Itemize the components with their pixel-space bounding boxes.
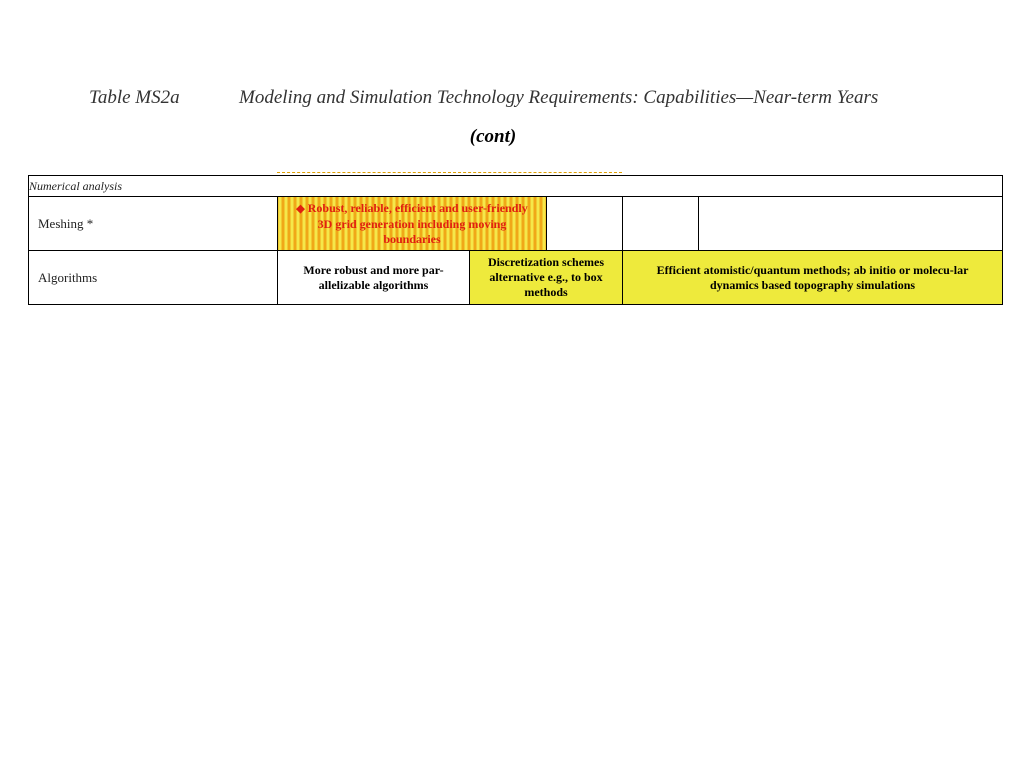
section-label: Numerical analysis bbox=[29, 176, 1003, 197]
diamond-icon: ◆ bbox=[296, 203, 305, 215]
table-row bbox=[29, 251, 1003, 305]
empty-cell bbox=[699, 197, 1003, 251]
table-id: Table MS2a bbox=[89, 87, 180, 108]
meshing-requirement-text: Robust, reliable, efficient and user-friendly 3D grid generation including moving boundaries bbox=[307, 201, 528, 246]
header-divider bbox=[277, 172, 622, 173]
discretization-requirement-cell: Discretization schemes alternative e.g., to box methods bbox=[470, 251, 623, 305]
table-title-text: Modeling and Simulation Technology Requirements: Capabilities—Near-term Years bbox=[239, 87, 879, 108]
meshing-requirement-cell bbox=[278, 197, 547, 251]
empty-cell bbox=[547, 197, 623, 251]
table-subtitle: (cont) bbox=[469, 126, 517, 147]
atomistic-requirement-cell: Efficient atomistic/quantum methods; ab initio or molecu-lar dynamics based topography simulations bbox=[623, 251, 1003, 305]
section-header-row bbox=[29, 176, 1003, 197]
row-label-meshing: Meshing * bbox=[29, 197, 278, 251]
row-label-algorithms: Algorithms bbox=[29, 251, 278, 305]
table-row bbox=[29, 197, 1003, 251]
table-title bbox=[89, 87, 878, 109]
algorithms-requirement-cell: More robust and more par-allelizable algorithms bbox=[278, 251, 470, 305]
empty-cell bbox=[623, 197, 699, 251]
requirements-table bbox=[28, 175, 1003, 305]
